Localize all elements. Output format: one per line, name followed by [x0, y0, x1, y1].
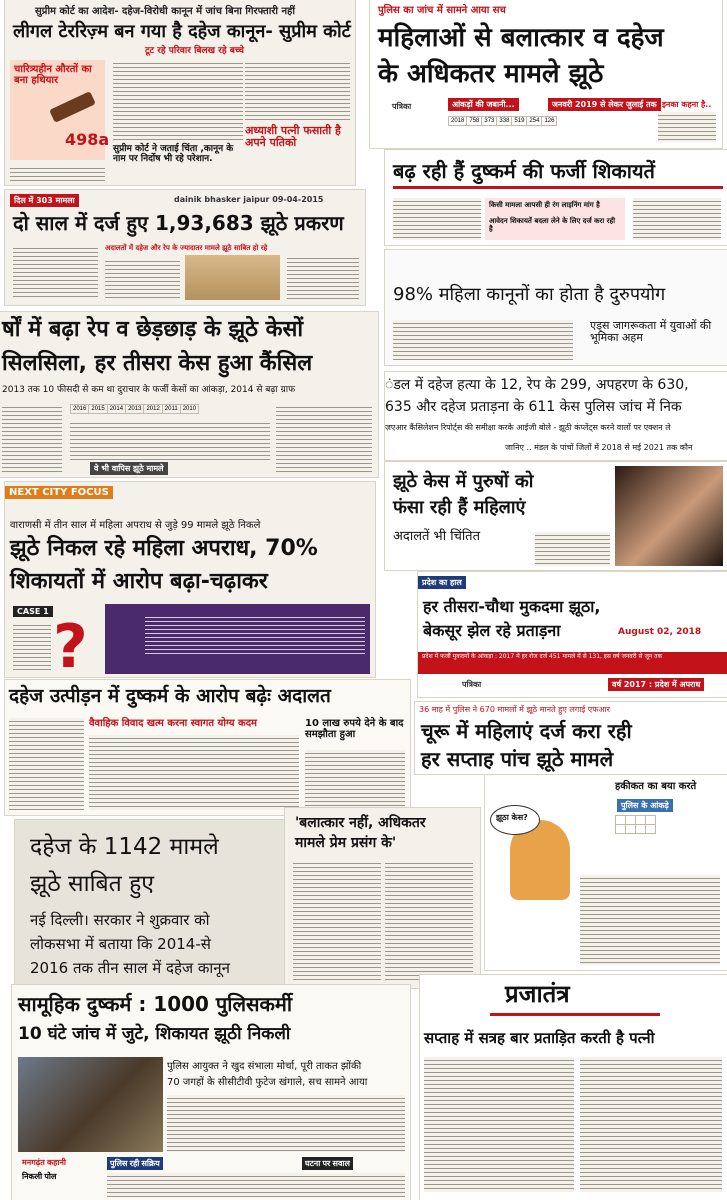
clip-every-third-case-false [418, 572, 727, 697]
clip3-body-right [287, 255, 359, 300]
clip6-body-right [276, 404, 372, 472]
clip3-sub: अदालतों में दहेज और रेप के ज्यादातर मामले झूठे साबित हो रहे [105, 244, 268, 252]
clip-dowry-harassment-court [5, 680, 410, 815]
table-cell: 2016 [71, 405, 89, 414]
clip16-headline2: 10 घंटे जांच में जुटे, शिकायत झूठी निकली [18, 1024, 291, 1044]
clip1-quote1: अध्याशी पत्नी फसाती है अपने पतिको [245, 124, 341, 150]
clip12-kicker: 36 माह में पुलिस ने 670 मामलों में झूठे मानते हुए लगाई एफआर [419, 705, 610, 714]
clip10-headline1: हर तीसरा-चौथा मुकदमा झूठा, [423, 597, 601, 616]
clip10-label: पत्रिका [462, 680, 482, 689]
clip-division-stats [385, 372, 727, 460]
clip-gangrape-1000-police [12, 985, 410, 1200]
clip4-box [485, 198, 625, 240]
clip-1142-dowry-cases [15, 820, 290, 985]
clip1-quote2: सुप्रीम कोर्ट ने जताई चिंता ,कानून के नाम पर निर्दोष भी रहे परेशान. [113, 144, 234, 164]
clip14-body-left [293, 860, 381, 980]
clip8-kicker: वाराणसी में तीन साल में महिला अपराध से जुड़े 99 मामले झूठे निकले [10, 520, 261, 531]
clip2-headline1: महिलाओं से बलात्कार व दहेज [378, 23, 664, 53]
clip-98-percent-misuse [385, 250, 727, 365]
table-cell: 2014 [107, 405, 125, 414]
clip7-line4: जानिए .. मंडल के पांचों जिलों में 2018 से मई 2021 तक कौन [505, 443, 693, 452]
clip11-headline: दहेज उत्पीड़न में दुष्कर्म के आरोप बढ़ेः अदालत [9, 685, 331, 707]
clip1-badge: 498a [65, 130, 110, 149]
table-cell [616, 816, 626, 825]
table-cell: 2012 [144, 405, 162, 414]
clip1-body-right [245, 60, 350, 120]
clip12-headline1: चूरू में महिलाएं दर्ज करा रही [421, 719, 632, 743]
clip15-title: हकीकत का बया करते [615, 781, 697, 792]
clip15-table [615, 815, 656, 834]
clip11-sub1: वैवाहिक विवाद खत्म करना स्वागत योग्य कदम [89, 718, 258, 729]
table-cell: 126 [542, 117, 557, 126]
clip3-kicker: दिल में 303 मामला [10, 194, 79, 207]
table-cell: 254 [527, 117, 542, 126]
cartoon-bubble [490, 805, 540, 835]
table-cell: 2018 [449, 117, 467, 126]
clip14-headline1: 'बलात्कार नहीं, अधिकतर [295, 815, 426, 831]
table-cell: 2013 [126, 405, 144, 414]
clip4-bullet1: किसी मामला आपसी ही रंग लाइनिंग मांग है [489, 201, 600, 209]
table-cell: 519 [512, 117, 527, 126]
clip10-headline2: बेकसूर झेल रहे प्रताड़ना [423, 621, 561, 640]
clip-women-framing-men [385, 462, 727, 570]
clip16-cap4: निकली पोल [22, 1172, 57, 1181]
table-cell: 2015 [89, 405, 107, 414]
clip6-footer: वे भी वापिस झूठे मामले [90, 462, 168, 475]
clip16-cap2: पुलिस रही सक्रिय [107, 1157, 163, 1170]
clip4-bullet2: आवेदन शिकायतें बदला लेने के लिए दर्ज करा रही है [489, 217, 616, 233]
clip-false-rape-molestation [0, 312, 378, 477]
clip8-panel-text [145, 614, 365, 654]
clip15-body-text [580, 875, 720, 965]
clip10-foot: वर्ष 2017 : प्रदेश में अपराध [608, 678, 704, 691]
table-row [449, 117, 557, 126]
clip9-headline1: झूठे केस में पुरुषों को [393, 471, 534, 492]
clip10-line: प्रदेश में फर्जी मुकदमों के आंकड़ा : 2017 में हर रोज दर्ज 451 मामले में से 131, इस वर्ष जनवरी से जून तक [422, 653, 663, 660]
clip11-body-right [305, 750, 405, 810]
clip17-headline: सप्ताह में सत्रह बार प्रताड़ित करती है पत्नी [424, 1029, 655, 1047]
clip1-body-text [113, 60, 243, 140]
clip10-band [418, 652, 727, 674]
clip16-cap1: मनगढ़ंत कहानी [22, 1158, 66, 1167]
clip5-body-text [393, 320, 573, 360]
clip1-sidebar-text: चारित्र्यहीन औरतों का बना हथियार [14, 64, 92, 86]
clip16-bullet1: पुलिस आयुक्त ने खुद संभाला मोर्चा, पूरी ताकत झोंकी [167, 1061, 362, 1072]
clip16-body-text [167, 1095, 405, 1152]
clip2-body-text [658, 112, 716, 142]
clip1-body-left [10, 165, 105, 181]
clip7-line3: ज़एआर कैंसिलेशन रिपोर्ट्स की समीक्षा करके आईजी बोले - झूठी कंप्लेंट्स करने वालों पर एक्शन ले [385, 423, 671, 432]
clip8-tag: NEXT CITY FOCUS [5, 486, 113, 499]
clip16-photo [18, 1057, 163, 1152]
clip17-body-right [580, 1057, 722, 1192]
clip6-headline2: सिलसिला, हर तीसरा केस हुआ कैंसिल [2, 351, 313, 376]
clip14-headline2: मामले प्रेम प्रसंग के' [295, 835, 397, 851]
clip3-headline: दो साल में दर्ज हुए 1,93,683 झूठे प्रकरण [13, 211, 344, 235]
clip11-sub2: 10 लाख रुपये देने के बाद समझौता हुआ [305, 718, 404, 740]
table-cell: 2011 [162, 405, 180, 414]
clip-churu-false-cases [415, 702, 727, 774]
clip16-bullet2: 70 जगहों के सीसीटीवी फुटेज खंगाले, सच सामने आया [167, 1077, 368, 1088]
clip17-masthead: प्रजातंत्र [505, 980, 570, 1008]
clip1-headline: लीगल टेररिज़्म बन गया है दहेज कानून- सुप्रीम कोर्ट [13, 21, 351, 42]
table-cell [636, 825, 646, 834]
clip3-body-left [13, 245, 98, 300]
gavel-icon [49, 91, 96, 123]
clip9-photo [615, 466, 723, 566]
clip2-label: पत्रिका [392, 102, 412, 111]
clip9-headline2: फंसा रही हैं महिलाएं [393, 497, 526, 518]
clip13-body1: नई दिल्ली। सरकार ने शुक्रवार को [30, 911, 210, 929]
clip14-body-right [385, 860, 473, 980]
clip10-tag: प्रदेश का हाल [418, 576, 466, 589]
clip11-body-mid [89, 735, 299, 810]
clip16-foot-lines [107, 1173, 405, 1197]
clip-police-data-cartoon [485, 775, 727, 970]
table-row [71, 405, 199, 414]
clip6-deck: 2013 तक 10 फीसदी से कम था दुराचार के फर्जी केसों का आंकड़ा, 2014 से बढ़ा ग्राफ [2, 385, 296, 395]
table-cell [636, 816, 646, 825]
table-cell [646, 816, 656, 825]
clip1-kicker: सुप्रीम कोर्ट का आदेश- दहेज-विरोधी कानून में जांच बिना गिरफ्तारी नहीं [35, 6, 295, 17]
clip16-headline1: सामूहिक दुष्कर्म : 1000 पुलिसकर्मी [18, 992, 293, 1016]
clip2-kicker: पुलिस का जांच में सामने आया सच [378, 5, 506, 16]
clip6-table [70, 404, 199, 414]
clip-legal-terrorism [5, 0, 355, 185]
clip3-body-mid [105, 258, 180, 300]
clip2-t-head2: जनवरी 2019 से लेकर जुलाई तक [548, 98, 661, 111]
clip-fake-rape-complaints [385, 150, 727, 245]
clip-193683-false-cases [5, 190, 365, 305]
clip8-headline2: शिकायतों में आरोप बढ़ा-चढ़ाकर [10, 569, 268, 594]
clip4-underline [393, 186, 723, 189]
clip-rape-dowry-false [370, 0, 722, 148]
clip8-headline1: झूठे निकल रहे महिला अपराध, 70% [10, 536, 318, 561]
clip4-headline: बढ़ रही हैं दुष्कर्म की फर्जी शिकायतें [393, 159, 655, 183]
table-cell: 2010 [180, 405, 198, 414]
clip15-cartoon: झूठा केस? [496, 813, 528, 822]
clip7-line2: 635 और दहेज प्रताड़ना के 611 केस पुलिस जांच में निक [385, 399, 682, 415]
clip8-body-left [13, 622, 51, 672]
question-mark-icon: ? [53, 612, 88, 677]
table-cell [646, 825, 656, 834]
clip6-body-left [2, 404, 62, 472]
clip-prajatantra-wife [420, 975, 727, 1200]
clip4-body-right [633, 198, 721, 240]
clip7-line1: ंडल में दहेज हत्या के 12, रेप के 299, अपहरण के 630, [385, 377, 689, 393]
clip6-headline1: र्षों में बढ़ा रेप व छेड़छाड़ के झूठे केसों [2, 317, 304, 342]
clip15-subtitle: पुलिस के आंकड़े [617, 799, 673, 812]
clip9-sub: अदालतें भी चिंतित [393, 529, 481, 544]
clip-not-rape-love-affair [285, 808, 480, 988]
clip2-table [448, 116, 557, 126]
clip9-body-text [535, 532, 610, 566]
clip17-masthead-rule [490, 1013, 660, 1016]
table-cell [626, 825, 636, 834]
clip11-body-left [9, 718, 84, 810]
clip3-photo [185, 255, 280, 300]
table-cell: 338 [497, 117, 512, 126]
clip13-body2: लोकसभा में बताया कि 2014-से [30, 935, 211, 953]
clip8-case: CASE 1 [13, 606, 53, 617]
clip2-t-head1: आंकड़ों की जबानी... [448, 98, 519, 111]
clip5-aside: एड्स जागरूकता में युवाओं की भूमिका अहम [590, 319, 712, 345]
clip6-table-lines [70, 420, 270, 460]
clip2-headline2: के अधिकतर मामले झूठे [378, 59, 604, 89]
table-cell [626, 816, 636, 825]
clip4-body-left [393, 198, 481, 240]
table-cell: 373 [482, 117, 497, 126]
table-row [616, 816, 656, 825]
clip5-headline: 98% महिला कानूनों का होता है दुरुपयोग [393, 284, 666, 305]
clip2-t-head3: इनका कहना है.. [662, 100, 712, 109]
clip10-date: August 02, 2018 [618, 627, 702, 637]
table-cell: 758 [467, 117, 482, 126]
clip3-source: dainik bhasker jaipur 09-04-2015 [174, 195, 324, 204]
clip17-body-left [424, 1057, 574, 1192]
clip13-headline2: झूठे साबित हुए [30, 871, 155, 897]
clip13-headline1: दहेज के 1142 मामले [30, 834, 219, 860]
clip13-body3: 2016 तक तीन साल में दहेज कानून [30, 959, 230, 977]
clip1-sidebar [10, 60, 110, 160]
clip12-headline2: हर सप्ताह पांच झूठे मामले [421, 747, 614, 771]
table-row [616, 825, 656, 834]
clip-varanasi-70-percent [5, 482, 375, 677]
clip1-sub: टूट रहे परिवार बिलख रहे बच्चे [145, 46, 244, 56]
table-cell [616, 825, 626, 834]
clip16-cap3: घटना पर सवाल [302, 1157, 353, 1170]
